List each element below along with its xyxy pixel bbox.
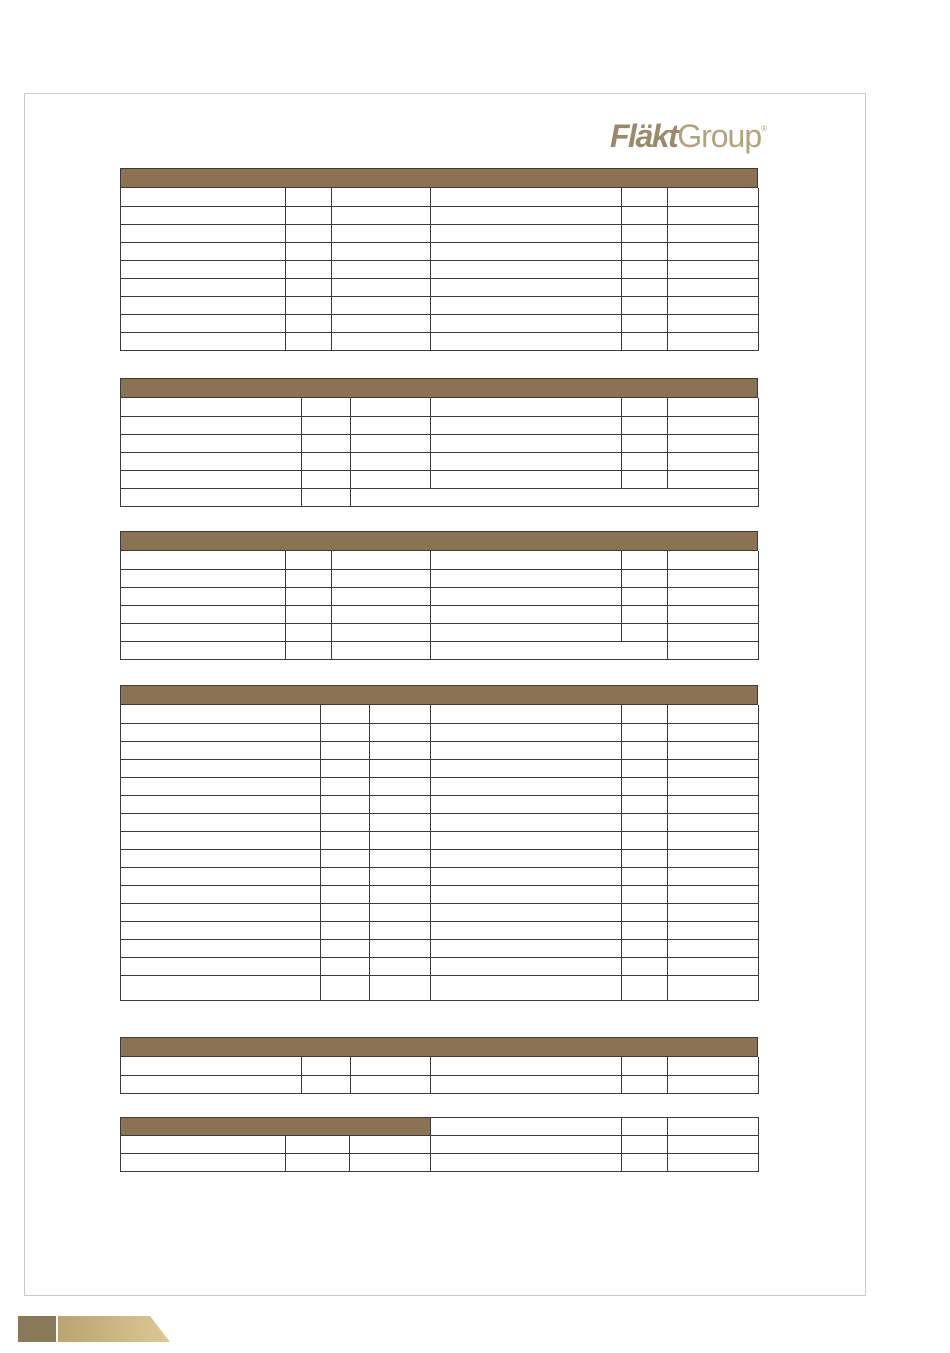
section-1 [120,168,758,351]
section-1-header [120,168,758,188]
table-row [121,314,759,332]
flaktgroup-logo [610,118,767,158]
table-row [121,903,759,921]
footer-dark-block [18,1316,56,1342]
logo-registered-mark: ® [761,124,768,133]
table-row [121,452,759,470]
table-row [121,434,759,452]
table-row [121,885,759,903]
table-row [121,741,759,759]
section-1-table [120,188,759,351]
table-row [121,831,759,849]
section-2-header [120,378,758,398]
logo-text-bold: Fläkt [610,118,678,154]
table-row [121,206,759,224]
table-row [121,705,759,723]
table-row [121,1154,759,1172]
table-row [121,260,759,278]
table-row [121,188,759,206]
section-2-table [120,398,759,507]
table-row [121,332,759,350]
table-row [121,975,759,1000]
section-3-table [120,551,759,660]
footer-light-block [58,1316,170,1342]
table-row [121,849,759,867]
table-row [121,1075,759,1093]
section-2 [120,378,758,507]
table-row [121,242,759,260]
table-row [121,398,759,416]
table-row [121,759,759,777]
table-row [121,605,759,623]
table-row [121,813,759,831]
table-row [121,641,759,659]
section-5-table [120,1057,759,1094]
table-row [121,921,759,939]
table-row [121,795,759,813]
table-row [121,296,759,314]
table-row [121,1118,759,1136]
section-6 [120,1117,758,1172]
table-row [121,939,759,957]
logo-text-thin: Group [677,118,762,154]
table-row [121,470,759,488]
section-6-header [121,1118,431,1136]
section-4 [120,685,758,1001]
section-3 [120,531,758,660]
table-row [121,867,759,885]
table-row [121,957,759,975]
section-4-header [120,685,758,705]
table-row [121,278,759,296]
footer-decoration [18,1316,178,1342]
table-row [121,224,759,242]
section-5-header [120,1037,758,1057]
section-4-table [120,705,759,1001]
table-row [121,569,759,587]
table-row [121,587,759,605]
table-row [121,723,759,741]
section-3-header [120,531,758,551]
section-5 [120,1037,758,1094]
table-row [121,551,759,569]
section-6-table [120,1117,759,1172]
table-row [121,416,759,434]
table-row [121,1136,759,1154]
table-row [121,623,759,641]
table-row [121,1057,759,1075]
table-row [121,777,759,795]
table-row [121,488,759,506]
